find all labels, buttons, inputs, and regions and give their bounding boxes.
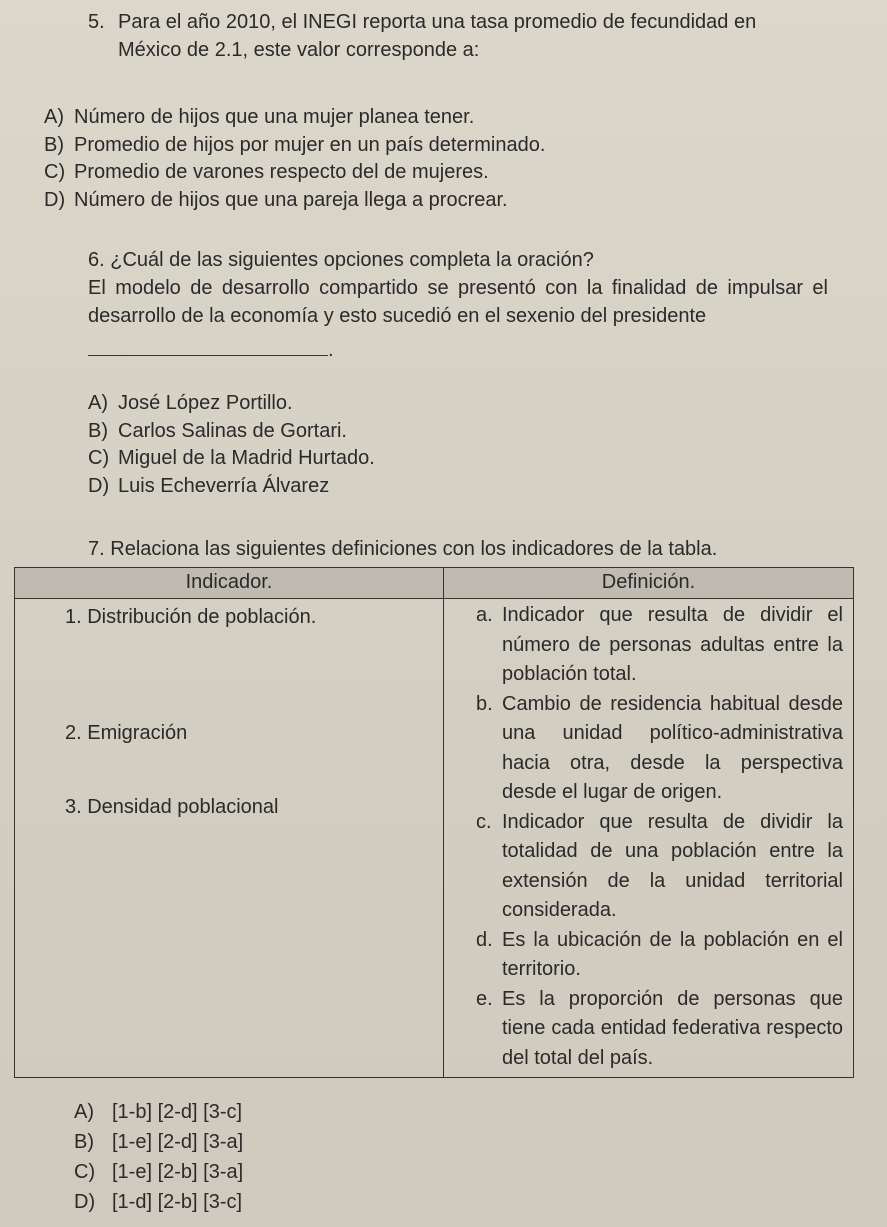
definition-a: a. Indicador que resulta de dividir el número de personas adultas entre la población total.	[476, 604, 843, 685]
table-header-row	[15, 568, 854, 599]
question-7-number: 7.	[88, 538, 105, 560]
indicator-2: 2. Emigración	[65, 722, 188, 744]
sentence-end-punct: .	[328, 339, 334, 361]
table-body-row	[15, 599, 854, 1078]
q6-option-b[interactable]: B) Carlos Salinas de Gortari.	[88, 419, 347, 442]
q7-option-c[interactable]: C) [1-e] [2-b] [3-a]	[74, 1161, 244, 1183]
q5-option-b[interactable]: B) Promedio de hijos por mujer en un país determinado.	[44, 133, 546, 156]
question-6-prompt: ¿Cuál de las siguientes opciones completa la oración?	[110, 249, 594, 271]
q7-option-b[interactable]: B) [1-e] [2-d] [3-a]	[74, 1131, 244, 1153]
question-5-options	[44, 104, 545, 214]
question-5-line2: México de 2.1, este valor corresponde a:	[118, 39, 480, 61]
q6-option-a[interactable]: A) José López Portillo.	[88, 392, 293, 414]
indicators-cell	[15, 599, 444, 1078]
definitions-cell	[444, 599, 854, 1078]
header-definicion: Definición.	[444, 568, 854, 599]
question-7-options	[74, 1097, 243, 1217]
q5-option-d[interactable]: D) Número de hijos que una pareja llega a procrear.	[44, 188, 508, 211]
question-6	[88, 246, 828, 364]
matching-table	[14, 567, 854, 1078]
question-6-number: 6.	[88, 249, 105, 271]
definition-e: e. Es la proporción de personas que tiene cada entidad federativa respecto del total del país.	[476, 987, 843, 1069]
question-7-text: Relaciona las siguientes definiciones con los indicadores de la tabla.	[110, 538, 718, 560]
header-indicador: Indicador.	[15, 568, 444, 599]
question-6-sentence: El modelo de desarrollo compartido se presentó con la finalidad de impulsar el desarrollo de la economía y esto sucedió en el sexenio del presidente	[88, 277, 828, 327]
question-5-number: 5.	[88, 11, 105, 33]
definition-c: c. Indicador que resulta de dividir la totalidad de una población entre la extensión de la unidad territorial considerada.	[476, 810, 843, 921]
q6-option-c[interactable]: C) Miguel de la Madrid Hurtado.	[88, 447, 375, 469]
indicator-3: 3. Densidad poblacional	[65, 796, 279, 818]
question-6-options	[88, 390, 375, 500]
question-5-line1: Para el año 2010, el INEGI reporta una tasa promedio de fecundidad en	[118, 11, 757, 33]
q5-option-c[interactable]: C) Promedio de varones respecto del de mujeres.	[44, 161, 489, 183]
definition-d: d. Es la ubicación de la población en el territorio.	[476, 928, 843, 980]
q5-option-a[interactable]: A) Número de hijos que una mujer planea tener.	[44, 106, 475, 128]
q6-option-d[interactable]: D) Luis Echeverría Álvarez	[88, 474, 330, 497]
indicator-1: 1. Distribución de población.	[65, 606, 317, 628]
question-5	[88, 8, 878, 64]
q7-option-a[interactable]: A) [1-b] [2-d] [3-c]	[74, 1101, 243, 1123]
answer-blank[interactable]	[88, 341, 328, 356]
definition-b: b. Cambio de residencia habitual desde una unidad político-administrativa hacia otra, desde la perspectiva desde el lugar de origen.	[476, 692, 843, 803]
q7-option-d[interactable]: D) [1-d] [2-b] [3-c]	[74, 1191, 243, 1213]
question-7	[88, 535, 717, 563]
